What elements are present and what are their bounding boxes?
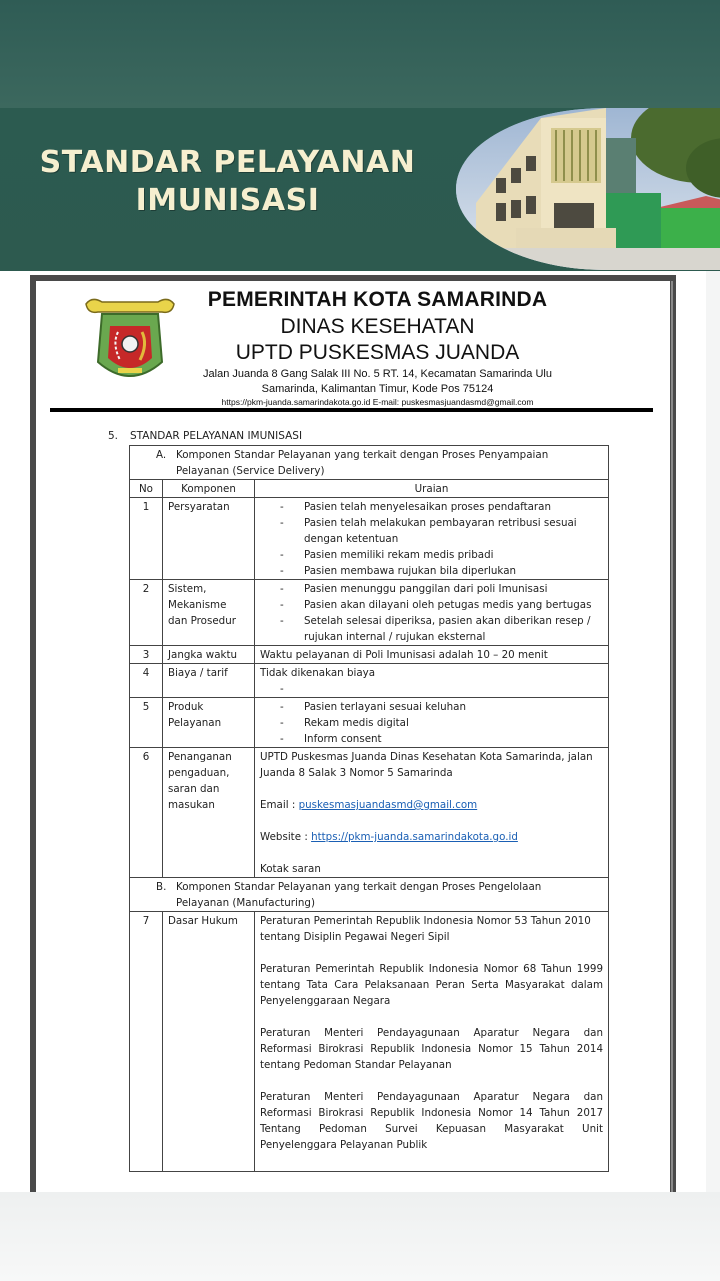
row-komponen: Produk Pelayanan	[163, 698, 255, 748]
letterhead-address-1: Jalan Juanda 8 Gang Salak III No. 5 RT. 14, Kecamatan Samarinda Ulu	[203, 368, 552, 380]
row-no: 6	[130, 748, 163, 878]
table-header-row	[130, 480, 609, 498]
letterhead-divider	[50, 408, 653, 412]
list-item: - Pasien telah menyelesaikan proses pendaftaran	[280, 499, 603, 515]
table-row	[130, 664, 609, 698]
row-uraian	[255, 698, 609, 748]
website-label: Website :	[260, 831, 312, 843]
list-item: - Pasien menunggu panggilan dari poli Imunisasi	[280, 581, 603, 597]
email-label: Email :	[260, 799, 299, 811]
letterhead-contact: https://pkm-juanda.samarindakota.go.id E-mail: puskesmasjuandasmd@gmail.com	[221, 397, 534, 407]
row-uraian	[255, 748, 609, 878]
complaint-email	[260, 797, 603, 813]
part-b-row	[130, 878, 609, 912]
section-title: STANDAR PELAYANAN IMUNISASI	[130, 430, 303, 442]
banner-title	[30, 144, 425, 220]
row-komponen: Sistem, Mekanisme dan Prosedur	[163, 580, 255, 646]
letterhead-department: DINAS KESEHATAN	[280, 315, 475, 338]
row-komponen: Penanganan pengaduan, saran dan masukan	[163, 748, 255, 878]
legal-basis-item: Peraturan Pemerintah Republik Indonesia Nomor 53 Tahun 2010 tentang Disiplin Pegawai Negeri Sipil	[260, 915, 591, 943]
part-b-title: Komponen Standar Pelayanan yang terkait dengan Proses Pengelolaan Pelayanan (Manufacturing)	[176, 881, 542, 909]
row-uraian	[255, 498, 609, 580]
row-no: 7	[130, 912, 163, 1172]
row-no: 4	[130, 664, 163, 698]
row-uraian: Waktu pelayanan di Poli Imunisasi adalah 10 – 20 menit	[255, 646, 609, 664]
header-no: No	[130, 480, 163, 498]
letterhead-government: PEMERINTAH KOTA SAMARINDA	[207, 288, 548, 311]
part-a-title: Komponen Standar Pelayanan yang terkait dengan Proses Penyampaian Pelayanan (Service Delivery)	[176, 449, 549, 477]
list-item: - Rekam medis digital	[280, 715, 603, 731]
section-heading	[108, 430, 302, 442]
row-komponen: Jangka waktu	[163, 646, 255, 664]
row-komponen: Biaya / tarif	[163, 664, 255, 698]
suggestion-box: Kotak saran	[260, 863, 321, 875]
row-uraian	[255, 664, 609, 698]
table-row	[130, 646, 609, 664]
list-item: - Pasien akan dilayani oleh petugas medis yang bertugas	[280, 597, 603, 613]
legal-basis-item: Peraturan Menteri Pendayagunaan Aparatur Negara dan Reformasi Birokrasi Republik Indonesia Nomor 15 Tahun 2014 tentang Pedoman Standar Pelayanan	[260, 1027, 604, 1071]
letterhead-address-2: Samarinda, Kalimantan Timur, Kode Pos 75124	[261, 383, 494, 395]
fee-dash: -	[280, 683, 284, 695]
part-b-letter: B.	[156, 881, 167, 893]
part-a-row	[130, 446, 609, 480]
table-row	[130, 912, 609, 1172]
table-row	[130, 698, 609, 748]
table-row	[130, 580, 609, 646]
row-uraian	[255, 580, 609, 646]
complaint-website	[260, 829, 603, 845]
banner	[0, 108, 720, 271]
row-komponen: Persyaratan	[163, 498, 255, 580]
header-komponen: Komponen	[163, 480, 255, 498]
legal-basis-item: Peraturan Menteri Pendayagunaan Aparatur Negara dan Reformasi Birokrasi Republik Indonesia Nomor 14 Tahun 2017 Tentang Pedoman Survei Kepuasan Masyarakat Unit Penyelenggara Pelayanan Publik	[260, 1091, 604, 1151]
section-number: 5.	[108, 430, 119, 442]
building-photo	[456, 108, 720, 270]
letterhead-unit: UPTD PUSKESMAS JUANDA	[235, 341, 520, 364]
list-item: - Pasien memiliki rekam medis pribadi	[280, 547, 603, 563]
list-item: - Pasien terlayani sesuai keluhan	[280, 699, 603, 715]
list-item: - Setelah selesai diperiksa, pasien akan diberikan resep / rujukan internal / rujukan eksternal	[280, 613, 603, 645]
service-standard-table	[129, 445, 609, 1172]
row-komponen: Dasar Hukum	[163, 912, 255, 1172]
fee-text: Tidak dikenakan biaya	[260, 667, 376, 679]
header-uraian: Uraian	[255, 480, 609, 498]
table-row	[130, 498, 609, 580]
row-no: 3	[130, 646, 163, 664]
list-item: - Pasien membawa rujukan bila diperlukan	[280, 563, 603, 579]
row-no: 1	[130, 498, 163, 580]
banner-title-line1: STANDAR PELAYANAN	[39, 145, 416, 180]
complaint-address: UPTD Puskesmas Juanda Dinas Kesehatan Kota Samarinda, jalan Juanda 8 Salak 3 Nomor 5 Samarinda	[260, 751, 593, 779]
top-band	[0, 0, 720, 108]
email-link[interactable]: puskesmasjuandasmd@gmail.com	[298, 799, 478, 811]
list-item: - Pasien telah melakukan pembayaran retribusi sesuai dengan ketentuan	[280, 515, 603, 547]
list-item: - Inform consent	[280, 731, 603, 747]
table-row	[130, 748, 609, 878]
kota-samarinda-logo	[82, 292, 178, 392]
banner-title-line2: IMUNISASI	[135, 183, 320, 218]
website-link[interactable]: https://pkm-juanda.samarindakota.go.id	[311, 831, 518, 843]
row-uraian	[255, 912, 609, 1172]
row-no: 2	[130, 580, 163, 646]
part-a-letter: A.	[156, 449, 167, 461]
legal-basis-item: Peraturan Pemerintah Republik Indonesia Nomor 68 Tahun 1999 tentang Tata Cara Pelaksanaan Peran Serta Masyarakat dalam Penyelenggaraan Negara	[260, 963, 604, 1007]
row-no: 5	[130, 698, 163, 748]
bottom-area	[0, 1192, 720, 1281]
